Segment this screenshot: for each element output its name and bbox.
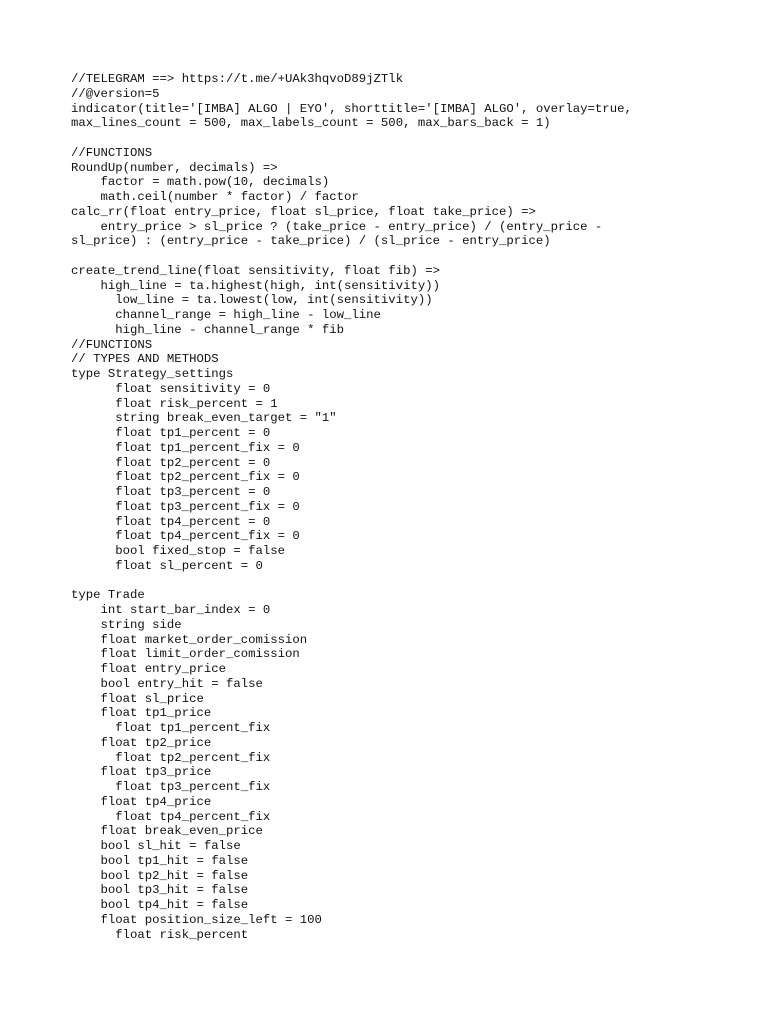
code-line: float tp1_percent = 0 [71,426,271,440]
code-line: bool tp4_hit = false [71,898,249,912]
code-line: channel_range = high_line - low_line [71,308,381,322]
code-line: float tp4_percent_fix [71,809,271,824]
code-line: int start_bar_index = 0 [71,603,271,617]
code-line: //TELEGRAM ==> https://t.me/+UAk3hqvoD89jZTlk [71,72,404,86]
code-line: float tp2_percent_fix = 0 [71,470,300,485]
code-line: type Strategy_settings [71,367,234,381]
code-line: string side [71,617,182,632]
code-line: float risk_percent [71,927,249,942]
code-line: bool tp2_hit = false [71,868,249,883]
code-line: //@version=5 [71,86,160,101]
code-line: sl_price) : (entry_price - take_price) / (sl_price - entry_price) [71,234,551,249]
code-line: // TYPES AND METHODS [71,352,219,367]
code-page [71,72,751,942]
code-line: float tp4_price [71,794,212,809]
code-line: float sl_percent = 0 [71,558,263,573]
code-line: float tp1_percent_fix [71,721,271,735]
code-line: math.ceil(number * factor) / factor [71,190,359,204]
code-line: float tp4_percent_fix = 0 [71,529,300,544]
code-line: string break_even_target = "1" [71,411,337,426]
code-line: type Trade [71,588,145,603]
code-line: float tp4_percent = 0 [71,514,271,529]
code-line: factor = math.pow(10, decimals) [71,175,330,190]
code-line: float market_order_comission [71,632,308,647]
code-line: float tp3_price [71,765,212,780]
code-line: float tp2_price [71,735,212,750]
code-line: float risk_percent = 1 [71,396,278,411]
code-line: bool tp1_hit = false [71,853,249,868]
code-line: //FUNCTIONS [71,337,153,352]
code-line [71,131,751,146]
code-line: float tp1_price [71,706,212,721]
code-line: bool fixed_stop = false [71,544,286,558]
code-line [71,249,751,264]
code-line: float sensitivity = 0 [71,381,271,396]
code-line [71,574,751,589]
code-line: calc_rr(float entry_price, float sl_price, float take_price) => [71,204,536,219]
code-line: float tp1_percent_fix = 0 [71,440,300,455]
code-line: float limit_order_comission [71,647,300,662]
code-line: float tp3_percent = 0 [71,485,271,499]
code-line: float tp3_percent_fix = 0 [71,499,300,514]
code-line: float break_even_price [71,824,263,839]
code-line: bool tp3_hit = false [71,883,249,898]
code-line: max_lines_count = 500, max_labels_count = 500, max_bars_back = 1) [71,116,551,131]
code-line: //FUNCTIONS [71,145,153,160]
code-line: bool entry_hit = false [71,676,263,691]
code-line: float entry_price [71,662,226,676]
code-line: high_line - channel_range * fib [71,322,345,337]
code-line: float tp2_percent = 0 [71,455,271,470]
code-line: float sl_price [71,691,204,706]
code-line: create_trend_line(float sensitivity, float fib) => [71,263,440,278]
code-line: indicator(title='[IMBA] ALGO | EYO', shorttitle='[IMBA] ALGO', overlay=true, [71,101,632,116]
code-line: float position_size_left = 100 [71,912,322,927]
code-line: entry_price > sl_price ? (take_price - entry_price) / (entry_price - [71,219,603,234]
code-line: high_line = ta.highest(high, int(sensitivity)) [71,278,440,293]
code-line: low_line = ta.lowest(low, int(sensitivity)) [71,293,433,308]
code-line: float tp3_percent_fix [71,780,271,794]
code-line: bool sl_hit = false [71,839,241,853]
code-line: float tp2_percent_fix [71,750,271,765]
code-line: RoundUp(number, decimals) => [71,160,278,175]
